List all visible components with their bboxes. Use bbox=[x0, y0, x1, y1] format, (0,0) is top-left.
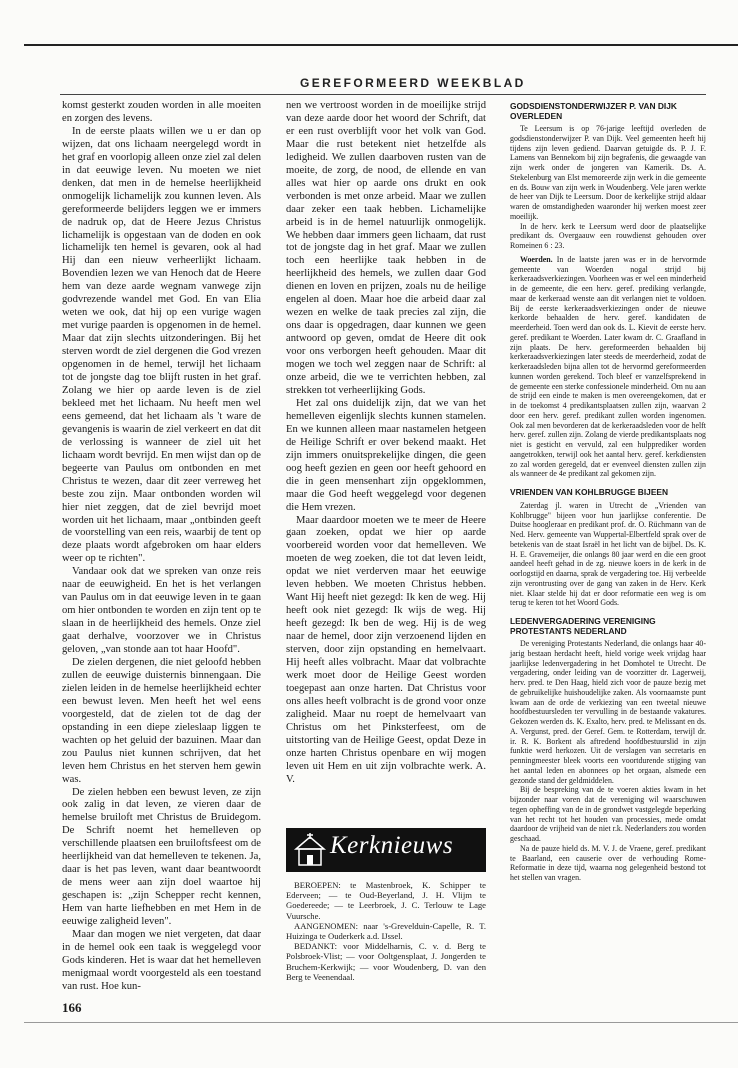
section-heading: GODSDIENSTONDERWIJZER P. VAN DIJK OVERLEDEN bbox=[510, 101, 677, 121]
paragraph: De zielen dergenen, die niet geloofd hebben zullen de eeuwige duisternis binnengaan. Die zielen leiden in de hemelse heerlijkheid echter een bewust leven. Men heeft het wel eens voorgesteld, dat de zielen tot de dag der opstanding in een diepe zieleslaap liggen te wachten op het geluid der bazuinen. Maar dan zou Paulus niet kunnen schrijven, dat het leven hem Christus en het sterven hem gewin was. bbox=[62, 656, 261, 785]
paragraph: Zaterdag jl. waren in Utrecht de „Vrienden van Kohlbrugge" bijeen voor hun jaarlijkse conferentie. De Duitse hoogleraar en predikant prof. dr. O. Rüchmann van de Ned. Herv. gemeente van Wuppertal-Elbertfeld sprak over de betekenis van de staat Israël in het licht van de bijbel. Ds. K. H. E. Gravemeijer, die onlangs 80 jaar werd en die een groot aandeel heeft gehad in de zg. nieuwe koers in de kerk in de oorlogstijd en daarna, sprak de vergadering toe. Hij verbeelde zijn verontrusting over de gang van zaken in de Herv. Kerk niet. Klaar stelde hij dat er door reformatie een weg is om terug te keren tot het Woord Gods. bbox=[510, 500, 706, 608]
column-1 bbox=[62, 100, 261, 992]
bottom-rule bbox=[24, 1022, 738, 1023]
paragraph: De vereniging Protestants Nederland, die onlangs haar 40-jarig bestaan herdacht heeft, hield vorige week vrijdag haar jaarlijkse ledenvergadering in het Domhotel te Utrecht. De vergadering, onder leiding van de voorzitter dr. Lagerweij, herv. pred. te Den Haag, hield zich voor de pauze bezig met de gebruikelijke huishoudelijke zaken. Als voornaamste punt kwam aan de orde de verkiezing van een tweetal nieuwe hoofdbestuursleden ter vervulling in de bestaande vakatures. Gekozen werden ds. K. Exalto, herv. pred. te Melissant en ds. A. Vergunst, pred. der Geref. Gem. te Rotterdam, terwijl dr. ir. R. K. Borkent als aftredend hoofdbestuurslid in zijn funktie werd herkozen. Uit de verslagen van secretaris en penningmeester bleek voorts een voortdurende stijging van het aantal leden en abonnees op het orgaan, alsmede een gezonde stand der geldmiddelen. bbox=[510, 639, 706, 785]
paragraph: Bij de bespreking van de te voeren akties kwam in het bijzonder naar voren dat de vereniging wil waarschuwen tegen opheffing van de in de grondwet vastgelegde beperking van het recht tot het houden van processies, mede omdat daardoor de vrijheid van de niet r.k. Nederlanders zou worden geschaad. bbox=[510, 785, 706, 844]
section-heading: LEDENVERGADERING VERENIGING PROTESTANTS NEDERLAND bbox=[510, 616, 656, 636]
news-item: BEDANKT: voor Middelharnis, C. v. d. Berg te Polsbroek-Vlist; — voor Ooltgensplaat, J. Jongerden te Bruchem-Kerkwijk; — voor Woudenberg, D. van den Berg te Veenendaal. bbox=[286, 941, 486, 982]
church-news bbox=[286, 880, 486, 982]
masthead-title: GEREFORMEERD WEEKBLAD bbox=[300, 76, 526, 90]
header-rule bbox=[60, 94, 706, 95]
column-2 bbox=[286, 100, 486, 790]
church-icon bbox=[292, 833, 328, 867]
paragraph: Maar dan mogen we niet vergeten, dat daar in de hemel ook een taak is weggelegd voor Gods kinderen. Het is waar dat het hemelleven menigmaal wordt voorgesteld als een toestand van rust. Hoe kun- bbox=[62, 929, 261, 992]
news-item: AANGENOMEN: naar 's-Grevelduin-Capelle, R. T. Huizinga te Ouderkerk a.d. IJssel. bbox=[286, 920, 486, 942]
paragraph: In de laatste jaren was er in de hervormde gemeente van Woerden nogal strijd bij kerkeraadsverkiezingen. Voorheen was er wel een minderheid in de gemeente, die een herv. geref. prediking verlangde, maar de kerkeraad wenste aan dit verlangen niet te voldoen. Bij de eerste kerkeraadsverkiezingen onder de nieuwe kerkorde behaalden de herv. geref. kandidaten de meerderheid. Toen werd dan ook ds. L. Kievit de eerste herv. geref. predikant te Woerden. Later kwam dr. C. Graafland in zijn plaats. De herv. gereformeerden behaalden bij kerkeraadsverkiezingen later steeds de meerderheid, zodat de kerkeraadsleden bijna allen tot de hervormd gereformeerden kunnen worden gerekend. Toch bleef er vanzelfsprekend in de gemeente een sterke confessionele minderheid. Om nu aan de strijd een einde te maken is men overeengekomen, dat er in de toekomst 4 predikantsplaatsen zullen zijn, waarvan 2 door een herv. geref. predikant zullen worden ingenomen. Ook zal men bevorderen dat de kerkeraadsleden voor de helft herv. geref. zullen zijn. Zolang de vierde predikantsplaats nog niet is gesticht en vervuld, zal een hulpprediker worden aangetrokken, terwijl ook het aantal herv. geref. kerkdiensten zo zal worden geregeld, dat er evenveel diensten zullen zijn als wanneer de 4e predikant zal gekomen zijn. bbox=[510, 254, 706, 479]
section-heading: VRIENDEN VAN KOHLBRUGGE BIJEEN bbox=[510, 487, 669, 498]
paragraph: Maar daardoor moeten we te meer de Heere gaan zoeken, opdat we hier op aarde voorbereid worden voor dat hemelleven. We moeten de weg zoeken, die tot dat leven leidt, opdat we niet verderven maar het eeuwige leven hebben. We moeten Christus hebben. Want Hij heeft niet gezegd: Ik ken de weg. Hij heeft ook niet gezegd: Ik wijs de weg. Hij heeft gezegd: Ik ben de weg. Hij is de weg naar de hemel, door zijn verzoenend lijden en sterven, door zijn opstanding en hemelvaart. Hij heeft alles volbracht. Maar dat volbrachte werk moet door de Heilige Geest worden toegepast aan onze harten. Dat Christus voor ons alles heeft volbracht is de grond voor onze zaligheid. Maar nu roept de hemelvaart van Christus om het Pinksterfeest, om de uitstorting van de Heilige Geest, opdat Deze in onze harten Christus openbare en wij mogen leven uit Hem en uit zijn volbrachte werk. A. V. bbox=[286, 514, 486, 785]
paragraph: Vandaar ook dat we spreken van onze reis naar de eeuwigheid. En het is het verlangen van Paulus om in dat eeuwige leven in te gaan om hier ontbonden te worden en zijn tent op te slaan in de heerlijkheid des hemels. Onze ziel gaat derhalve, voorzover we in Christus geloven, „van stonde aan tot haar Hoofd". bbox=[62, 566, 261, 656]
news-item: BEROEPEN: te Mastenbroek, K. Schipper te Ederveen; — te Oud-Beyerland, J. H. Vlijm te Goedereede; — te Leerbroek, J. C. Terlouw te Lage Vuursche. bbox=[286, 880, 486, 921]
paragraph: nen we vertroost worden in de moeilijke strijd van deze aarde door het woord der Schrift, dat er een rust overblijft voor het volk van God. Maar die rust betekent niet hetzelfde als ledigheid. We zullen daarboven rusten van de moeite, de zorg, de nood, de ellende en van alles wat hier op aarde ons drukt en ook verbonden is met onze arbeid. Maar we zullen daar zeker een taak hebben. Lichamelijke arbeid is in de hemel natuurlijk onmogelijk. We hebben daar immers geen lichaam, dat rust tot de jongste dag in het graf. Maar we zullen toch een heerlijke taak hebben in de heerlijkheid des hemels, we zullen daar God dienen en loven en prijzen, zoals nu de heilige engelen al doen. Maar hoe die arbeid daar zal wezen en welke de taak precies zal zijn, die ons daar is opgedragen, daar kunnen we geen antwoord op geven, omdat de Heere dit ook voor ons verborgen heeft gehouden. Maar dit mogen we toch wel zeggen naar de Schrift: al onze arbeid, die we te verrichten hebben, zal strekken tot verheerlijking Gods. bbox=[286, 100, 486, 396]
paragraph: komst gesterkt zouden worden in alle moeiten en zorgen des levens. bbox=[62, 100, 261, 124]
paragraph: Na de pauze hield ds. M. V. J. de Vraene, geref. predikant te Baarland, een causerie over de verhouding Rome-Reformatie in deze tijd, waarna nog gelegenheid bestond tot het stellen van vragen. bbox=[510, 843, 706, 883]
paragraph: In de herv. kerk te Leersum werd door de plaatselijke predikant ds. Overgaauw een rouwdienst gehouden over Romeinen 6 : 23. bbox=[510, 221, 706, 251]
top-rule bbox=[24, 44, 738, 46]
paragraph: De zielen hebben een bewust leven, ze zijn ook zalig in dat leven, ze vieren daar de hemelse bruiloft met Christus de Bruidegom. De Schrift noemt het hemelleven op verschillende plaatsen een bruiloftsfeest om de heerlijkheid van dat hemelleven te tekenen. Ja, daar is het pas leven, want daar beantwoordt de mens weer aan zijn doel waartoe hij geschapen is: „zijn Schepper recht kennen, Hem van harte liefhebben en met Hem in de eeuwige zaligheid leven". bbox=[62, 786, 261, 928]
paragraph: Te Leersum is op 76-jarige leeftijd overleden de godsdienstonderwijzer P. van Dijk. Veel gemeenten heeft hij tijdens zijn leven gediend. Daarvan getuigde ds. P. J. F. Lamens van Bennekom bij zijn begrafenis, die gewaagde van zijn werk onder de jongeren van Kamerik. Ds. A. Stekelenburg van Elst memoreerde zijn werk in die gemeente en ds. Bouw van zijn werk in Woudenberg. Vele jaren werkte de heer van Dijk te Leersum. Door de kerkelijke strijd aldaar waren de omstandigheden waaronder hij werken moest zeer moeilijk. bbox=[510, 124, 706, 221]
banner-title: Kerknieuws bbox=[330, 832, 454, 859]
column-3 bbox=[510, 100, 706, 980]
kerknieuws-banner bbox=[286, 828, 486, 872]
section-lead: Woerden. bbox=[520, 254, 553, 264]
paragraph: In de eerste plaats willen we u er dan op wijzen, dat ons lichaam neergelegd wordt in het graf en voorlopig alleen onze ziel zal delen in dat eeuwige leven. Nu moeten we niet denken, dat men in de hemelse heerlijkheid onmogelijk lichamelijk zou kunnen leven. Als gereformeerde belijders leggen we er immers de nadruk op, dat de Heere Jezus Christus lichamelijk is opgestaan van de doden en ook lichamelijk ten hemel is gevaren, ook al had Hij dan een nieuw verheerlijkt lichaam. Bovendien lezen we van Henoch dat de Heere hem van deze aarde wegnam vanwege zijn godvrezende wandel met God. En van Elia weten we ook, dat hij op een vurige wagen met vurige paarden is opgenomen in de hemel. Maar dat zijn slechts uitzonderingen. Bij het sterven wordt de ziel dergenen die God vrezen opgenomen in de hemel, terwijl het lichaam tot de jongste dag toe blijft rusten in het graf. Zolang we hier op aarde leven is de ziel bekleed met het lichaam. Nu heeft men wel eens gemeend, dat het lichaam als 't ware de gevangenis is waarin de ziel verkeert en dat dit de verlossing is wanneer de ziel uit het lichaam wordt bevrijd. En men wijst dan op de begeerte van Paulus om ontbonden en met Christus te wezen, daar dit zeer verreweg het beste zou zijn. Maar ontbonden worden wil hier niet zeggen, dat de ziel bevrijd moet worden uit het lichaam, maar „ontbinden geeft de voorstelling van een reis, waarbij de tent op deze plaats wordt afgebroken om haar elders weer op te richten". bbox=[62, 125, 261, 565]
page-number: 166 bbox=[62, 1000, 82, 1015]
paragraph: Het zal ons duidelijk zijn, dat we van het hemelleven eigenlijk slechts kunnen stamelen. En we kunnen alleen maar nastamelen hetgeen de Heilige Schrift er over bekend maakt. Het zijn immers onuitsprekelijke dingen, die geen oog heeft gezien en geen oor heeft gehoord en die in geen mensenhart zijn opgeklommen, maar die God heeft weggelegd voor degenen die Hem vrezen. bbox=[286, 397, 486, 513]
